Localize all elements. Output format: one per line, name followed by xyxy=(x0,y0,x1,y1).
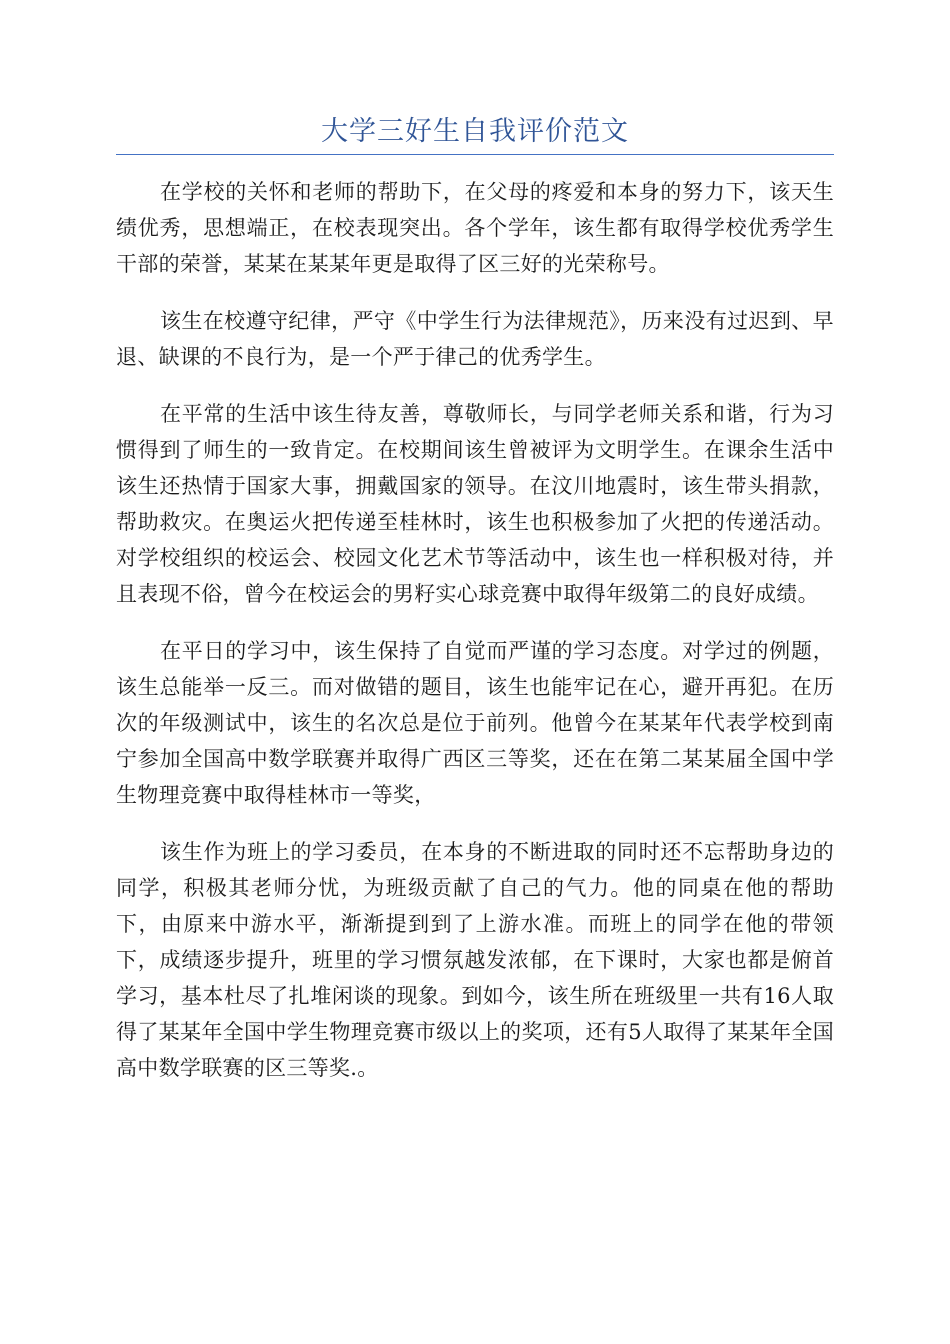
title-underline xyxy=(116,154,834,155)
paragraph-2: 该生在校遵守纪律，严守《中学生行为法律规范》，历来没有过迟到、早退、缺课的不良行为，是一个严于律己的优秀学生。 xyxy=(116,309,834,369)
paragraph-3: 在平常的生活中该生待友善，尊敬师长，与同学老师关系和谐，行为习惯得到了师生的一致肯定。在校期间该生曾被评为文明学生。在课余生活中该生还热情于国家大事，拥戴国家的领导。在汶川地震时，该生带头捐款，帮助救灾。在奥运火把传递至桂林时，该生也积极参加了火把的传递活动。对学校组织的校运会、校园文化艺术节等活动中，该生也一样积极对待，并且表现不俗，曾今在校运会的男籽实心球竞赛中取得年级第二的良好成绩。 xyxy=(116,402,834,606)
document-body xyxy=(116,174,834,1107)
paragraph-5: 该生作为班上的学习委员，在本身的不断进取的同时还不忘帮助身边的同学，积极其老师分忧，为班级贡献了自己的气力。他的同桌在他的帮助下，由原来中游水平，渐渐提到到了上游水准。而班上的同学在他的带领下，成绩逐步提升，班里的学习惯氛越发浓郁，在下课时，大家也都是俯首学习，基本杜尽了扎堆闲谈的现象。到如今，该生所在班级里一共有16人取得了某某年全国中学生物理竞赛市级以上的奖项，还有5人取得了某某年全国高中数学联赛的区三等奖.。 xyxy=(116,840,834,1080)
paragraph-4: 在平日的学习中，该生保持了自觉而严谨的学习态度。对学过的例题，该生总能举一反三。而对做错的题目，该生也能牢记在心，避开再犯。在历次的年级测试中，该生的名次总是位于前列。他曾今在某某年代表学校到南宁参加全国高中数学联赛并取得广西区三等奖，还在在第二某某届全国中学生物理竞赛中取得桂林市一等奖， xyxy=(116,639,834,807)
document-title: 大学三好生自我评价范文 xyxy=(321,116,629,147)
paragraph-1: 在学校的关怀和老师的帮助下，在父母的疼爱和本身的努力下，该天生绩优秀，思想端正，在校表现突出。各个学年，该生都有取得学校优秀学生干部的荣誉，某某在某某年更是取得了区三好的光荣称号。 xyxy=(116,180,834,276)
